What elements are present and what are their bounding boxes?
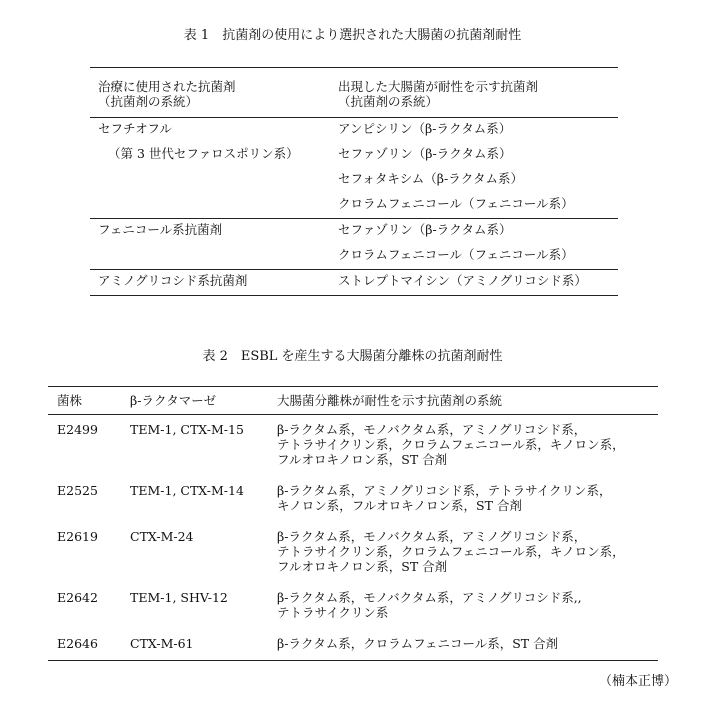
table2-antibiotics-cell: β-ラクタム系，アミノグリコシド系，テトラサイクリン系， キノロン系，フルオロキノロン系，ST 合剤 — [277, 483, 612, 513]
table2-strain-cell: E2646 — [57, 636, 98, 651]
table2-strain-cell: E2619 — [57, 529, 98, 544]
table2-strain-cell: E2525 — [57, 483, 98, 498]
table2-row — [48, 522, 658, 583]
table2-row — [48, 629, 658, 661]
table2-header-strain: 菌株 — [48, 387, 121, 415]
table2-lactamase-cell: CTX-M-61 — [130, 636, 194, 651]
table1-row — [90, 244, 618, 270]
table1-resistant-cell: セファゾリン（β-ラクタム系） — [338, 146, 512, 161]
table2-lactamase-cell: TEM-1, SHV-12 — [130, 590, 228, 605]
table1-resistant-cell: セファゾリン（β-ラクタム系） — [338, 222, 512, 237]
table1-treatment-cell — [90, 168, 330, 193]
table2-caption: 表 2 ESBL を産生する大腸菌分離株の抗菌剤耐性 — [202, 349, 503, 364]
table1-treatment-cell: （第 3 世代セファロスポリン系） — [108, 146, 299, 161]
table2-lactamase-cell: CTX-M-24 — [130, 529, 194, 544]
table1-resistant-cell: セフォタキシム（β-ラクタム系） — [338, 171, 523, 186]
table2-strain-cell: E2642 — [57, 590, 98, 605]
table1-resistant-cell: クロラムフェニコール（フェニコール系） — [338, 247, 574, 262]
table2-lactamase-cell: TEM-1, CTX-M-14 — [130, 483, 244, 498]
table2-antibiotics-cell: β-ラクタム系，モノバクタム系，アミノグリコシド系， テトラサイクリン系，クロラムフェニコール系，キノロン系， フルオロキノロン系，ST 合剤 — [277, 529, 625, 574]
table2-antibiotics-cell: β-ラクタム系，クロラムフェニコール系，ST 合剤 — [277, 636, 559, 651]
table2-row — [48, 415, 658, 477]
table2 — [48, 386, 658, 661]
table1-treatment-cell: フェニコール系抗菌剤 — [98, 222, 223, 237]
table1-header-treatment: 治療に使用された抗菌剤 （抗菌剤の系統） — [98, 79, 236, 109]
table2-lactamase-cell: TEM-1, CTX-M-15 — [130, 422, 244, 437]
table1-row — [90, 168, 618, 193]
table1-row — [90, 270, 618, 296]
table1-header-row — [90, 68, 618, 118]
table1-treatment-cell — [90, 244, 330, 270]
table1-row — [90, 143, 618, 168]
table1-header-resistant: 出現した大腸菌が耐性を示す抗菌剤 （抗菌剤の系統） — [338, 79, 539, 109]
table2-strain-cell: E2499 — [57, 422, 98, 437]
table2-antibiotics-cell: β-ラクタム系，モノバクタム系，アミノグリコシド系， テトラサイクリン系，クロラムフェニコール系，キノロン系， フルオロキノロン系，ST 合剤 — [277, 422, 625, 467]
table2-header-antibiotics: 大腸菌分離株が耐性を示す抗菌剤の系統 — [268, 387, 658, 415]
table1-caption: 表 1 抗菌剤の使用により選択された大腸菌の抗菌剤耐性 — [183, 28, 522, 43]
table1-row — [90, 193, 618, 219]
table1-resistant-cell: クロラムフェニコール（フェニコール系） — [338, 196, 574, 211]
table1-row — [90, 118, 618, 144]
table1-resistant-cell: ストレプトマイシン（アミノグリコシド系） — [338, 273, 587, 288]
table1-resistant-cell: アンピシリン（β-ラクタム系） — [338, 121, 512, 136]
table2-header-row — [48, 387, 658, 415]
table1-treatment-cell: セフチオフル — [98, 121, 172, 136]
table2-antibiotics-cell: β-ラクタム系，モノバクタム系，アミノグリコシド系,, テトラサイクリン系 — [277, 590, 582, 620]
table1-treatment-cell: アミノグリコシド系抗菌剤 — [98, 273, 248, 288]
table1-row — [90, 219, 618, 245]
table2-row — [48, 476, 658, 522]
table1 — [90, 67, 618, 296]
table1-treatment-cell — [90, 193, 330, 219]
table2-row — [48, 583, 658, 629]
table2-header-lactamase: β-ラクタマーゼ — [121, 387, 268, 415]
author-credit: （楠本正博） — [598, 674, 677, 689]
